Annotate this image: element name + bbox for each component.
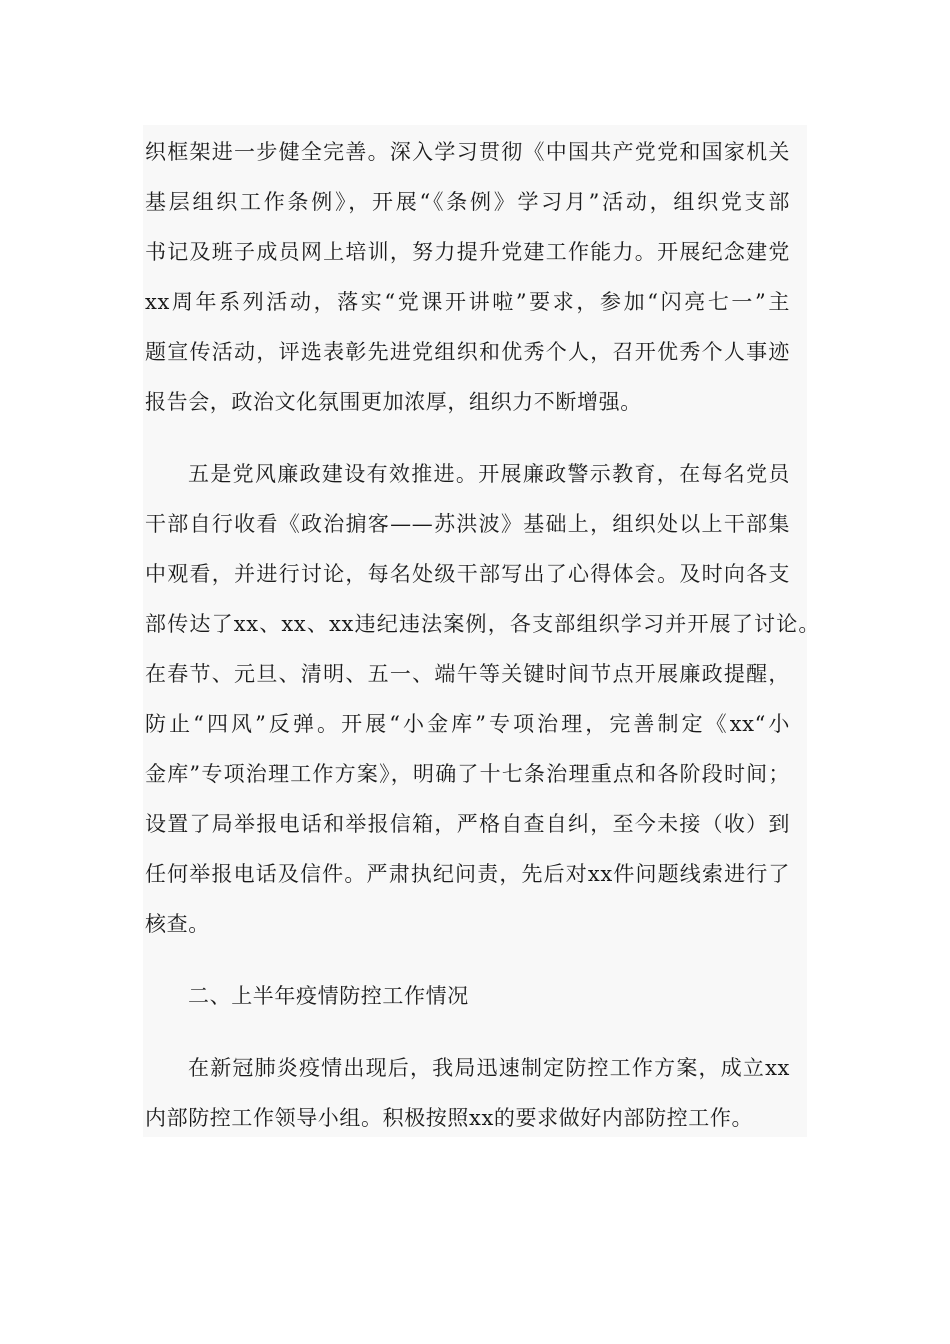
paragraph-line: 核查。 <box>145 912 210 936</box>
paragraph-line: xx周年系列活动，落实“党课开讲啦”要求，参加“闪亮七一”主 <box>145 290 790 314</box>
paragraph-line: 题宣传活动，评选表彰先进党组织和优秀个人，召开优秀个人事迹 <box>145 340 790 364</box>
paragraph-line: 防止“四风”反弹。开展“小金库”专项治理，完善制定《xx“小 <box>145 712 790 736</box>
paragraph-line: 在春节、元旦、清明、五一、端午等关键时间节点开展廉政提醒， <box>145 662 790 686</box>
paragraph-line: 书记及班子成员网上培训，努力提升党建工作能力。开展纪念建党 <box>145 240 790 264</box>
paragraph-line: 报告会，政治文化氛围更加浓厚，组织力不断增强。 <box>145 390 642 414</box>
paragraph-line: 部传达了xx、xx、xx违纪违法案例，各支部组织学习并开展了讨论。 <box>145 612 820 636</box>
paragraph-first-line: 在新冠肺炎疫情出现后，我局迅速制定防控工作方案，成立xx <box>188 1056 790 1080</box>
section-heading: 二、上半年疫情防控工作情况 <box>188 984 469 1008</box>
paragraph-line: 织框架进一步健全完善。深入学习贯彻《中国共产党党和国家机关 <box>145 140 790 164</box>
paragraph-first-line: 五是党风廉政建设有效推进。开展廉政警示教育，在每名党员 <box>188 462 790 486</box>
paragraph-line: 设置了局举报电话和举报信箱，严格自查自纠，至今未接（收）到 <box>145 812 790 836</box>
paragraph-line: 基层组织工作条例》，开展“《条例》学习月”活动，组织党支部 <box>145 190 790 214</box>
paragraph-line: 中观看，并进行讨论，每名处级干部写出了心得体会。及时向各支 <box>145 562 790 586</box>
paragraph-line: 任何举报电话及信件。严肃执纪问责，先后对xx件问题线索进行了 <box>145 862 790 886</box>
paragraph-line: 干部自行收看《政治掮客——苏洪波》基础上，组织处以上干部集 <box>145 512 790 536</box>
paragraph-line: 内部防控工作领导小组。积极按照xx的要求做好内部防控工作。 <box>145 1106 754 1130</box>
paragraph-line: 金库”专项治理工作方案》，明确了十七条治理重点和各阶段时间； <box>145 762 790 786</box>
